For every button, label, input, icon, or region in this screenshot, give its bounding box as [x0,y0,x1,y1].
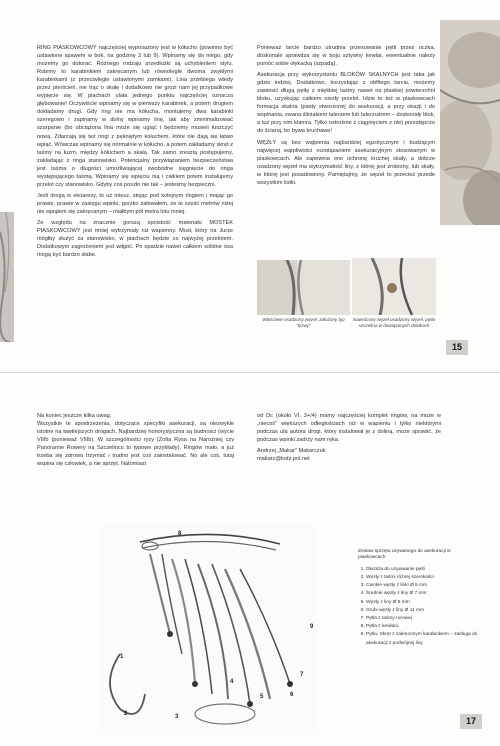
photo-label-2: 2 [124,711,128,717]
photo-label-8: 8 [178,531,182,537]
page17-left-column [37,412,234,471]
paragraph-bloki: Asekuracja przy wykorzystaniu BLOKÓW SKALNYCH jest taka jak gdzie indziej. Dodatkowo, korzystając z obfitego tarcia, możemy zawiesić długą pętlę z miękkiej taśmy nawet na płaskiej powierzchni bloku, uzyskując całkiem niezły przelot. Idzie to też w piaskowcach formacja skalna (pasty stworzonej do asekuracji, a przy okazji i do wspinania, zwana śliniakiem talerzem lub talerzuśrem – doskonały blok, a tuż przy nim klamra. Tylko ostrożnie z ciągnięciem z nie) przestępczo do ścianą, bo bywa kruchawe! [257,72,435,135]
legend-item: 9. Pętla. Skręt z zakręconym karabinkiem – zasługa do asekuracji z podwójnej liny [366,631,478,647]
legend-item: 1. Dłuższa do uzywwanie pętli [366,566,478,574]
paragraph-remarks: Wszystkie te spostrzeżenia, dotyczące specyfiki asekuracji, są niezwykle istotne na ławtiejszych drogach. Najbardziej honorystyczna są budności (wycie VIIIb (ponieważ VIIIb). W szczególności ryzy (Zolta Rysa na Narożniej czy Panoramie Rowery na Szczelincu to typowe przykłady). Ringów mało, a już trzeba się zdrowo trzymać i trudno jest coś zainstalować. No ale coś, tutaj wspina się człowiek, a nie sprzęt. Natomiast [37,421,234,468]
legend-item: 7. Pętla z taśmy rurowej [366,615,478,623]
caption-knot-right: Nawrócony węzeł osadzony węzeł, pętla szczelina w dowiązanych dołakach [352,317,436,328]
legend-item: 8. Pętla z kewlaru [366,623,478,631]
equipment-photo [100,524,315,734]
legend-list [358,566,478,648]
photo-knot-right [352,258,436,315]
legend-title: Zestaw sprzętu używanego do asekuracji w piaskowcach [358,549,451,561]
paragraph-mostek: Ze względu na znacznie gorszą spoistość materiału MOSTEK PIASKOWCOWY jest mniej wytrzymały niż wapienny. Mosł, który na Jurze mógłby służyć za stanowisko, w piachach będzie co najwyżej przelotem. Dodatkowym zagrożeniem jest wiłgoć. Po opadzie nawet całkiem solidne ósa mogą być bardzo słabe. [37,219,233,259]
photo-label-4: 4 [230,679,234,685]
photo-label-6: 6 [290,692,294,698]
photo-label-7: 7 [300,672,304,678]
legend-item: 3. Cienkie węzły z linki Ø 5 mm [366,582,478,590]
page-17 [0,374,500,746]
page-number-15: 15 [446,340,468,355]
legend-item: 5. Węzły z liny Ø 9 mm [366,599,478,607]
photo-label-5: 5 [260,694,264,700]
photo-knot-left [257,260,350,315]
paragraph-ring-story: Jeśli drogą w ekoarezy, to uż mięsz, stojąc pod kolejnym ringiem i mając go prawie, prawie w zasięgu wpinki, gorzko żałowałem, że te sześć metrów niżej nie wpiąłem się zakręcanym – miałbym pół metra lotu mniej. [37,192,233,215]
rock-photo-top-right [440,20,500,225]
paragraph-intro: Na koniec jeszcze kilka uwag. [37,413,112,419]
paragraph-wezly: WĘZŁY są bez wątpienia najbardziej egzotycznym i budzącym najwięcej wątpliwości rozwiązaniem asekuracyjnym stosowanym w piaskowcach. Ale zapewnia ono ochronę kruchej skały, a dobrze osadzony węzeł ma wytrzymałość liny, z której jest zrobiony, lub skały, w której jest posadowiony. Pamiętajmy, że węzeł to przecież przede wszystkim listki. [257,139,435,186]
equipment-legend [358,549,478,648]
caption-knot-left: Właściwie osadzony węzeł, założony typ "łyżwy" [262,317,345,328]
page15-right-column [257,44,435,190]
photo-label-3: 3 [175,714,179,720]
legend-item: 6. Grubi węzły z liny Ø 11 mm [366,607,478,615]
rock-photo-left-edge [0,212,14,342]
paragraph-ring: RING PIASKOWCOWY najczęściej wyposażony jest w kółucho (powinno być ustawione spawem w bok, na godzinę 3 lub 9). Wpinamy się do niego, gdy możemy go dotorać. Różnego rodzaju przedłużki są uchyblenlem stylu. Robimy to karabinkiem zakręcanym lub równolegle dwoma zwykłymi karabinkami (z przeciwlegle ustawionymi zamkami). Lina przebiega wtedy przez pierścień, nie trąc o skałę i dodatkowo nie grozi nam jej przypadkowe wypięcie się. W piachach ulała jednego punktu najczęściej oznacza głębowanie! Oczywiście wpinamy się w pierwszy karabinek, a potem drugiem dokładamy drugi. Gdy ring nie ma kółucha, montujemy dwa karabinki szeregowo i zapinamy w dolny wpinamy linę, tak aby zminimalizować szarpanie (bo obciążona lina może się ugiąć i będziemy musieli łuszczyć nową. Zdarzają się też ringi z pękniętym kołuchem, które nie dają się łatwo wpiąć. Wówczas wpinamy się normalnie w kółucho, a potem zakładamy skręt z taśmy na łuzm, między kółuchem a skałą. Tak samo zresztą postępujemy, zakładając z ringa stanowisko. Potencjalny przywiązaniem bezpieczeństwa jest taśma o długości umożliwiającej swobodne sięgnięcie do ringa występującego taśmą. Wpinamy się wpięciu nią i całkiem potem instalujemy przelot czy stanowisko. Gdyby coś poszło nie tak – jesteśmy bezpieczni. [37,45,233,188]
photo-label-9: 9 [310,624,314,630]
page15-left-column [37,44,233,262]
legend-item: 4. Średnie węzły z liny Ø 7 mm [366,590,478,598]
page-number-17: 17 [460,714,482,729]
page17-right-column [257,412,441,466]
photo-label-1: 1 [120,654,124,660]
paragraph-rings-grade: od Dc (około VI. 3+/4) mamy najczęściej komplet ringów, na może w „niecoś" większych odległościach niż w wapieniu i tylko niektórymi podczas ula autora drogi, który instalował je z doliną, może sprawić, że podczas wpinki zadrży nam ręka. [257,413,441,444]
author-signature: Andrzej „Makar" Makarczuk makarz@lodz.pol.net [257,448,326,463]
legend-item: 2. Węzły z taśmi różnej szerokości [366,574,478,582]
paragraph-kewlar: Ponieważ tarcie bardzo utrudnia przesuwanie pętli przez oczka, doskonale sprawdza się w boju sztywny kewlar, ewentualnie należy pomóc sobie ołykacką (szpadą). [257,45,435,68]
